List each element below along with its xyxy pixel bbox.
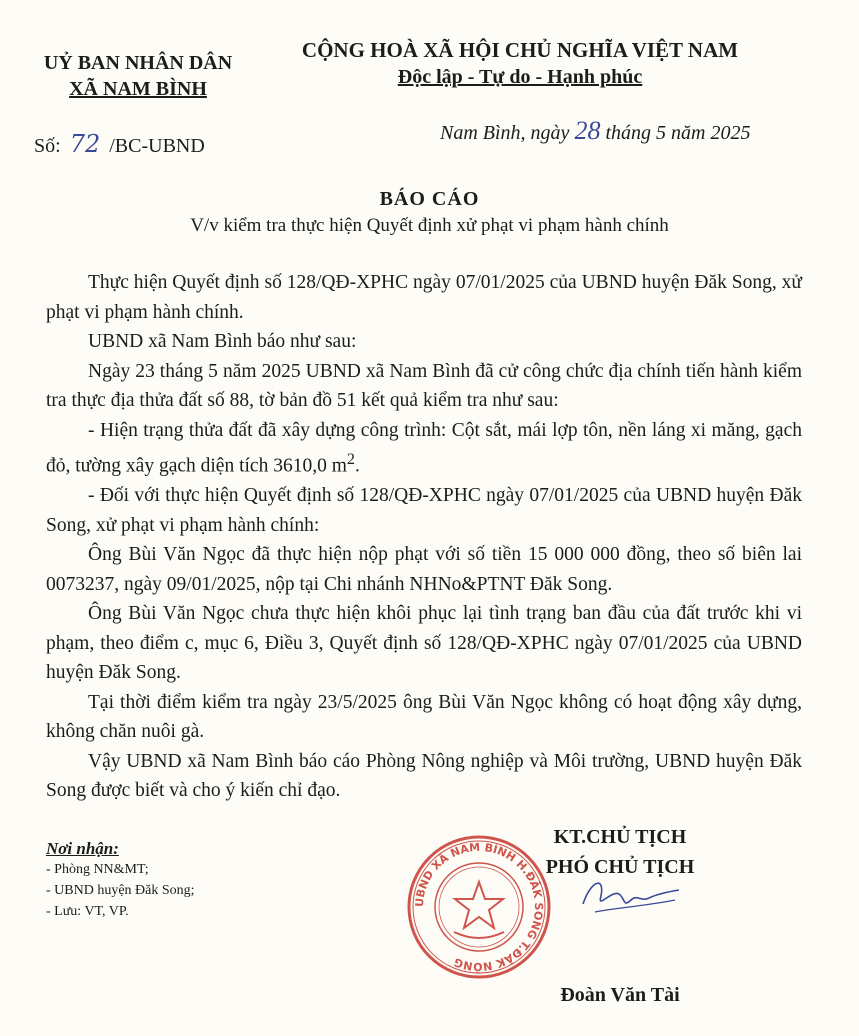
national-motto: [280, 36, 760, 90]
report-body: [46, 268, 802, 806]
paragraph-6: Ông Bùi Văn Ngọc đã thực hiện nộp phạt với số tiền 15 000 000 đồng, theo số biên lai 0073237, ngày 09/01/2025, nộp tại Chi nhánh NHNo&PTNT Đăk Song.: [46, 544, 802, 595]
paragraph-4-text: - Hiện trạng thửa đất đã xây dựng công trình: Cột sắt, mái lợp tôn, nền láng xi măng, gạch đỏ, tường xây gạch diện tích 3610,0 m: [46, 419, 802, 477]
title-main: BÁO CÁO: [379, 188, 480, 210]
sign-line-1: KT.CHỦ TỊCH: [553, 826, 687, 848]
agency-line-1: UỶ BAN NHÂN DÂN: [43, 52, 233, 74]
document-date: [440, 116, 750, 146]
paragraph-3: Ngày 23 tháng 5 năm 2025 UBND xã Nam Bình đã cử công chức địa chính tiến hành kiểm tra thực địa thửa đất số 88, tờ bản đồ 51 kết quả kiểm tra như sau:: [46, 360, 802, 411]
nation-line-1: CỘNG HOÀ XÃ HỘI CHỦ NGHĨA VIỆT NAM: [301, 38, 739, 62]
handwritten-signature-icon: [575, 870, 685, 920]
paragraph-5: - Đối với thực hiện Quyết định số 128/QĐ-XPHC ngày 07/01/2025 của UBND huyện Đăk Song, xử phạt vi phạm hành chính:: [46, 485, 802, 536]
signer-name: Đoàn Văn Tài: [560, 984, 680, 1006]
recipient-item: - Phòng NN&MT;: [46, 862, 149, 877]
document-number: [34, 130, 205, 158]
paragraph-8: Tại thời điểm kiểm tra ngày 23/5/2025 ông Bùi Văn Ngọc không có hoạt động xây dựng, không chăn nuôi gà.: [46, 691, 802, 742]
recipient-item: - Lưu: VT, VP.: [46, 904, 129, 919]
date-day-handwritten: 28: [574, 116, 601, 145]
recipients-block: [46, 838, 195, 922]
title-subject: V/v kiểm tra thực hiện Quyết định xử phạt vi phạm hành chính: [190, 215, 669, 236]
report-title: [0, 188, 859, 237]
paragraph-7: Ông Bùi Văn Ngọc chưa thực hiện khôi phục lại tình trạng ban đầu của đất trước khi vi phạm, theo điểm c, mục 6, Điều 3, Quyết định số 128/QĐ-XPHC ngày 07/01/2025 của UBND huyện Đăk Song.: [46, 603, 802, 683]
paragraph-1: Thực hiện Quyết định số 128/QĐ-XPHC ngày 07/01/2025 của UBND huyện Đăk Song, xử phạt vi phạm hành chính.: [46, 272, 802, 323]
agency-line-2: XÃ NAM BÌNH: [69, 78, 207, 100]
paragraph-9: Vậy UBND xã Nam Bình báo cáo Phòng Nông nghiệp và Môi trường, UBND huyện Đăk Song được biết và cho ý kiến chỉ đạo.: [46, 750, 802, 801]
seal-ring-text: UBND XÃ NAM BÌNH H.ĐĂK SONG T.ĐĂK NÔNG: [412, 840, 546, 974]
paragraph-4: [46, 416, 802, 482]
area-unit-superscript: 2: [346, 450, 355, 468]
date-before: Nam Bình, ngày: [440, 122, 570, 144]
paragraph-2: UBND xã Nam Bình báo như sau:: [88, 331, 357, 352]
doc-number-prefix: Số:: [34, 135, 61, 157]
recipient-item: - UBND huyện Đăk Song;: [46, 883, 195, 898]
recipients-heading: Nơi nhận:: [46, 839, 119, 858]
date-after: tháng 5 năm 2025: [605, 122, 751, 144]
doc-number-handwritten: 72: [69, 130, 101, 158]
paragraph-4-end: .: [355, 455, 360, 477]
sign-line-2: PHÓ CHỦ TỊCH: [545, 856, 695, 878]
doc-number-suffix: /BC-UBND: [109, 135, 205, 157]
nation-line-2: Độc lập - Tự do - Hạnh phúc: [397, 66, 643, 88]
issuing-agency: [18, 50, 258, 102]
